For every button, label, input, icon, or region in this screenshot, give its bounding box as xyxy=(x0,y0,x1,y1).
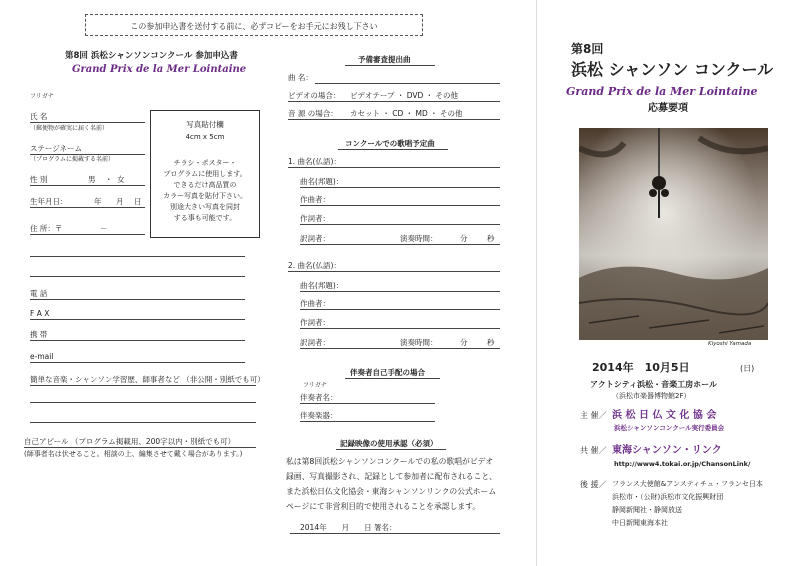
song1-jp-label: 曲名(邦題)： xyxy=(300,177,344,186)
supporter-3: 静岡新聞社・静岡放送 xyxy=(612,506,682,514)
song2-lyricist-label: 作詞者： xyxy=(300,318,330,327)
supporter-2: 浜松市・（公財)浜松市文化振興財団 xyxy=(612,493,724,501)
birth-month: 月 xyxy=(116,197,124,206)
prelim-title-underline xyxy=(345,65,435,66)
song1-lyricist-line[interactable] xyxy=(300,224,500,225)
accomp-instrument-label: 伴奏楽器： xyxy=(300,411,338,420)
prelim-title: 予備審査提出曲 xyxy=(358,55,411,64)
video-label: ビデオの場合： xyxy=(288,91,341,100)
song2-lyricist-line[interactable] xyxy=(300,328,500,329)
consent-text-4: ページにて非営利目的で使用されることを承認します。 xyxy=(286,502,481,511)
consent-title-underline xyxy=(336,449,446,450)
birthdate-line[interactable] xyxy=(30,207,145,208)
accomp-title: 伴奏者自己手配の場合 xyxy=(350,368,425,377)
cohost-label: 共 催／ xyxy=(580,446,607,455)
host-name: 浜 松 日 仏 文 化 協 会 xyxy=(612,410,717,421)
history-line-1[interactable] xyxy=(30,402,256,403)
address-line-1[interactable] xyxy=(30,234,145,235)
supporter-1: フランス大使館&アンスティチュ・フランセ日本 xyxy=(612,480,763,488)
stage-name-label: ステージネーム xyxy=(30,144,82,153)
song1-duration-label: 演奏時間： xyxy=(400,234,438,243)
song2-sec: 秒 xyxy=(487,338,495,347)
contest-songs-title: コンクールでの歌唱予定曲 xyxy=(345,139,435,148)
contest-songs-underline xyxy=(338,149,448,150)
email-line[interactable] xyxy=(30,362,245,363)
song2-min: 分 xyxy=(460,338,468,347)
song2-translator-label: 訳詞者： xyxy=(300,338,330,347)
name-note: （郵便物が確実に届く名前） xyxy=(30,125,109,132)
mobile-line[interactable] xyxy=(30,340,245,341)
song1-composer-line[interactable] xyxy=(300,205,500,206)
gender-female[interactable]: 女 xyxy=(117,175,125,184)
gender-line xyxy=(30,185,145,186)
photo-note-2: プログラムに使用します。 xyxy=(163,170,247,178)
song2-fr-line[interactable] xyxy=(288,271,500,272)
phone-label: 電 話 xyxy=(30,289,48,298)
furigana-label: フリガナ xyxy=(30,93,54,100)
song2-fr-label: 2. 曲名(仏語)： xyxy=(288,261,341,270)
gender-male[interactable]: 男 xyxy=(88,175,96,184)
gender-label: 性 別 xyxy=(30,175,48,184)
venue-sub: （浜松市楽器博物館2F） xyxy=(612,392,691,400)
venue: アクトシティ浜松・音楽工房ホール xyxy=(590,380,717,389)
artist-credit: Kiyoshi Yamada xyxy=(708,341,752,347)
mobile-label: 携 帯 xyxy=(30,330,48,339)
cover-edition: 第8回 xyxy=(571,42,604,56)
song2-composer-label: 作曲者： xyxy=(300,299,330,308)
consent-title: 記録映像の使用承認（必須） xyxy=(340,439,438,448)
appeal-note: (師事者名は伏せること。相談の上、編集させて戴く場合があります。) xyxy=(24,450,243,458)
name-label: 氏 名 xyxy=(30,112,48,121)
photo-size: 4cm x 5cm xyxy=(185,133,225,141)
appeal-label: 自己アピール （プログラム掲載用、200字以内・別紙でも可） xyxy=(24,437,236,446)
song2-translator-line[interactable] xyxy=(300,348,500,349)
stage-name-note: （プログラムに掲載する名前） xyxy=(30,156,114,163)
consent-date-signature: 2014年 月 日 署名： xyxy=(300,523,397,532)
photo-note-5: 別途大きい写真を同封 xyxy=(170,203,240,211)
copy-notice-text: この参加申込書を送付する前に、必ずコピーをお手元にお残し下さい xyxy=(130,22,378,31)
song2-duration-label: 演奏時間： xyxy=(400,338,438,347)
form-title-fr: Grand Prix de la Mer Lointaine xyxy=(72,64,247,75)
video-line xyxy=(288,101,500,102)
accomp-name-line[interactable] xyxy=(300,403,435,404)
song1-translator-label: 訳詞者： xyxy=(300,234,330,243)
consent-text-3: また浜松日仏文化協会・東海シャンソンリンクの公式ホーム xyxy=(286,487,497,496)
cover-title-fr: Grand Prix de la Mer Lointaine xyxy=(566,85,758,98)
cover-painting xyxy=(579,128,768,340)
cohost-name: 東海シャンソン・リンク xyxy=(612,445,722,456)
address-line-2[interactable] xyxy=(30,256,245,257)
birth-day: 日 xyxy=(134,197,142,206)
audio-options[interactable]: カセット ・ CD ・ MD ・ その他 xyxy=(350,109,463,118)
song1-composer-label: 作曲者： xyxy=(300,195,330,204)
supporter-4: 中日新聞東海本社 xyxy=(612,519,668,527)
audio-label: 音 源 の場合： xyxy=(288,109,338,118)
email-label: e-mail xyxy=(30,352,54,361)
cohost-url[interactable]: http://www4.tokai.or.jp/ChansonLink/ xyxy=(614,460,751,468)
accomp-title-underline xyxy=(345,378,440,379)
fax-line[interactable] xyxy=(30,319,245,320)
history-label: 簡単な音楽・シャンソン学習歴、師事者など （非公開・別紙でも可） xyxy=(30,375,265,384)
event-date: 2014年 10月5日 xyxy=(592,361,690,374)
photo-note-3: できるだけ高品質の xyxy=(173,181,237,189)
song1-sec: 秒 xyxy=(487,234,495,243)
history-label-underline xyxy=(30,385,256,386)
video-options[interactable]: ビデオテープ ・ DVD ・ その他 xyxy=(350,91,459,100)
audio-line xyxy=(288,119,500,120)
birthdate-label: 生年月日： xyxy=(30,197,68,206)
address-label: 住 所：〒 xyxy=(30,224,63,233)
song1-min: 分 xyxy=(460,234,468,243)
consent-text-1: 私は第8回浜松シャンソンコンクールでの私の歌唱がビデオ xyxy=(286,457,494,466)
consent-signature-line[interactable] xyxy=(290,533,500,534)
history-line-2[interactable] xyxy=(30,422,256,423)
prelim-song-line[interactable] xyxy=(315,83,500,84)
host-label: 主 催／ xyxy=(580,411,607,420)
cover-title: 浜松 シャンソン コンクール xyxy=(571,60,774,79)
accomp-furigana: フリガナ xyxy=(303,382,327,389)
accomp-instrument-line[interactable] xyxy=(300,421,435,422)
appeal-label-underline xyxy=(24,447,256,448)
photo-note-6: する事も可能です。 xyxy=(173,214,237,222)
host-sub: 浜松シャンソンコンクール実行委員会 xyxy=(614,424,725,432)
song1-lyricist-label: 作詞者： xyxy=(300,214,330,223)
phone-line[interactable] xyxy=(30,299,245,300)
photo-attach-box[interactable] xyxy=(150,110,260,238)
song1-fr-label: 1. 曲名(仏語)： xyxy=(288,157,341,166)
support-label: 後 援／ xyxy=(580,480,607,489)
song2-composer-line[interactable] xyxy=(300,309,500,310)
consent-text-2: 録画、写真撮影され、記録として参加者に配布されること、 xyxy=(286,472,497,481)
photo-note-4: カラー写真を貼付下さい。 xyxy=(163,192,247,200)
song1-fr-line[interactable] xyxy=(288,167,500,168)
event-weekday: (日) xyxy=(740,364,755,373)
song1-translator-line[interactable] xyxy=(300,244,500,245)
prelim-song-label: 曲 名： xyxy=(288,73,313,82)
song2-jp-line[interactable] xyxy=(300,291,500,292)
cover-subtitle: 応募要項 xyxy=(648,103,688,114)
stage-name-line[interactable] xyxy=(30,154,145,155)
song2-jp-label: 曲名(邦題)： xyxy=(300,281,344,290)
address-dash: － xyxy=(100,224,108,233)
accomp-name-label: 伴奏者名： xyxy=(300,393,338,402)
address-line-3[interactable] xyxy=(30,276,245,277)
song1-jp-line[interactable] xyxy=(300,187,500,188)
photo-note-1: チラシ・ポスター・ xyxy=(173,159,237,167)
form-title: 第8回 浜松シャンソンコンクール 参加申込書 xyxy=(65,51,238,61)
fold-line xyxy=(536,0,537,566)
copy-notice-box xyxy=(85,14,423,36)
fax-label: F A X xyxy=(30,309,50,318)
name-line[interactable] xyxy=(30,122,145,123)
photo-title: 写真貼付欄 xyxy=(186,120,224,129)
birth-year: 年 xyxy=(94,197,102,206)
